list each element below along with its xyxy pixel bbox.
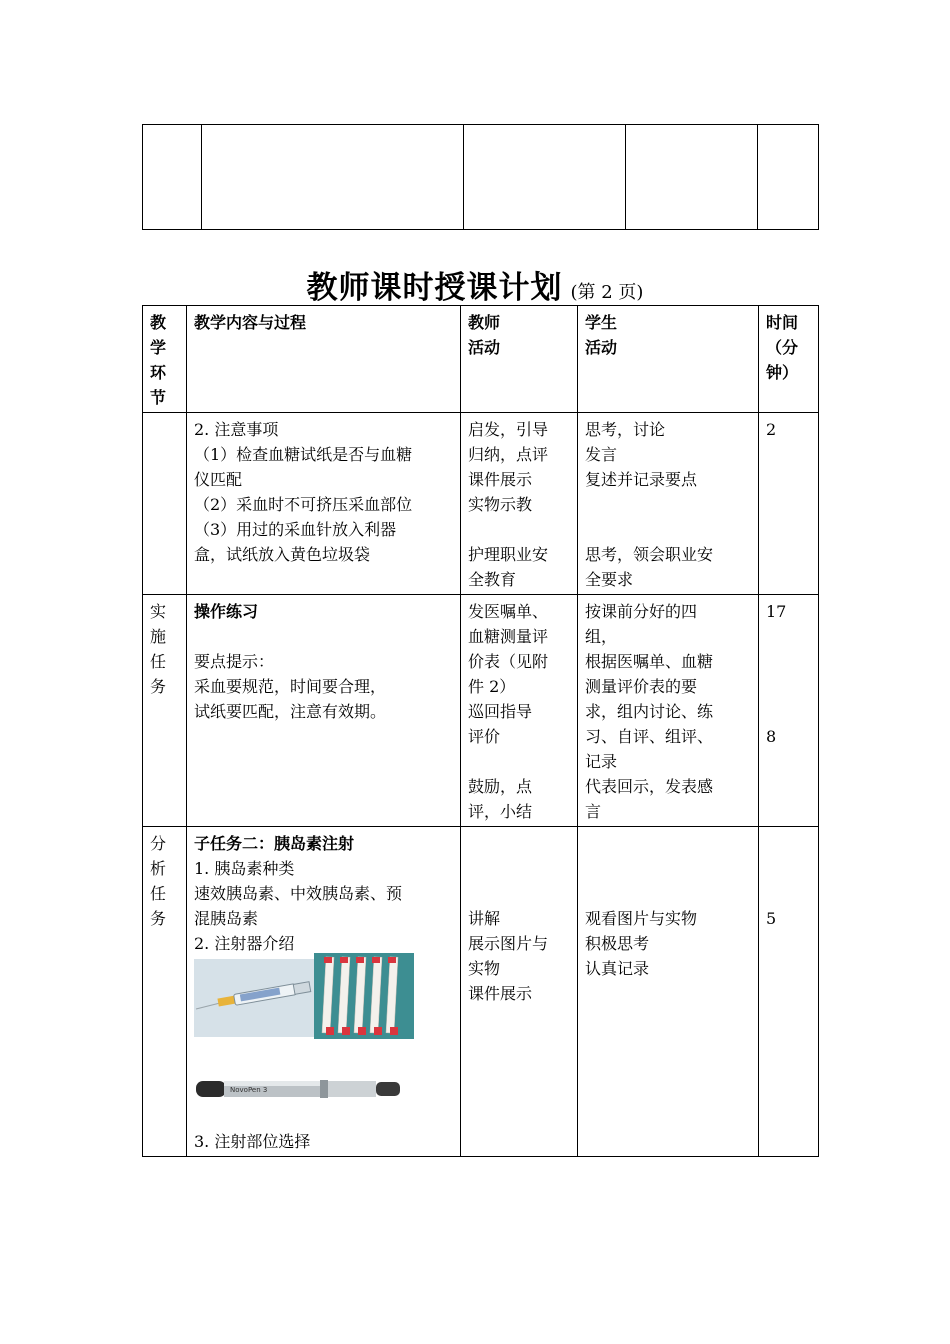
- student-line: 发言: [585, 445, 618, 464]
- student-line: 观看图片与实物: [585, 909, 698, 928]
- stage-cell: [143, 413, 187, 595]
- header-teacher-line: 活动: [468, 338, 501, 357]
- header-row: [143, 306, 819, 413]
- content-title: 子任务二：胰岛素注射: [194, 834, 355, 853]
- page-title-main: 教师课时授课计划: [306, 270, 563, 306]
- table-row: [143, 413, 819, 595]
- student-line: 按课前分好的四: [585, 602, 698, 621]
- student-line: 思考，领会职业安: [585, 545, 714, 564]
- syringe-images: [194, 959, 454, 1039]
- time-cell: [759, 827, 819, 1157]
- content-line: （1）检查血糖试纸是否与血糖: [194, 445, 413, 464]
- stage-cell: [143, 595, 187, 827]
- stage-char: 实: [150, 602, 167, 621]
- teacher-line: 启发，引导: [468, 420, 549, 439]
- teacher-line: 巡回指导: [468, 702, 533, 721]
- spacer: [585, 856, 752, 881]
- header-student: [578, 306, 759, 413]
- header-content: 教学内容与过程: [187, 306, 461, 413]
- content-line: 混胰岛素: [194, 909, 259, 928]
- table-row: [143, 595, 819, 827]
- teacher-line: 讲解: [468, 909, 501, 928]
- student-line: 组，: [585, 627, 618, 646]
- time-value: 8: [766, 727, 777, 746]
- teacher-line: 全教育: [468, 570, 517, 589]
- stage-char: 务: [150, 909, 167, 928]
- spacer: [585, 881, 752, 906]
- teacher-cell: [461, 413, 578, 595]
- spacer: [468, 881, 571, 906]
- previous-page-table: [142, 124, 819, 230]
- empty-cell: [143, 125, 202, 230]
- content-line: 2. 注射器介绍: [194, 934, 295, 953]
- content-line: 仪匹配: [194, 470, 243, 489]
- header-student-line: 活动: [585, 338, 618, 357]
- content-cell: [187, 595, 461, 827]
- time-value: 5: [766, 909, 777, 928]
- page-number: (第 2 页): [570, 282, 644, 303]
- test-strip-icon: [314, 953, 414, 1039]
- empty-cell: [626, 125, 758, 230]
- spacer: [468, 517, 571, 542]
- spacer: [766, 881, 812, 906]
- student-line: 复述并记录要点: [585, 470, 698, 489]
- header-time-line: 钟）: [766, 363, 799, 382]
- content-line: （2）采血时不可挤压采血部位: [194, 495, 413, 514]
- spacer: [468, 856, 571, 881]
- stage-char: 务: [150, 677, 167, 696]
- spacer: [766, 856, 812, 881]
- spacer: [766, 674, 812, 699]
- spacer: [585, 492, 752, 517]
- time-value: 17: [766, 602, 787, 621]
- header-stage-char: 教: [150, 313, 167, 332]
- teacher-line: 实物: [468, 959, 501, 978]
- insulin-pen-icon: [194, 1073, 402, 1103]
- header-time: [759, 306, 819, 413]
- student-line: 认真记录: [585, 959, 650, 978]
- pen-label: NovoPen 3: [230, 1086, 268, 1094]
- content-line: 要点提示：: [194, 652, 275, 671]
- teacher-line: 鼓励，点: [468, 777, 533, 796]
- student-line: 代表回示，发表感: [585, 777, 714, 796]
- header-teacher-line: 教师: [468, 313, 501, 332]
- spacer: [468, 749, 571, 774]
- teacher-cell: [461, 595, 578, 827]
- content-line: 采血要规范，时间要合理，: [194, 677, 387, 696]
- teacher-line: 课件展示: [468, 984, 533, 1003]
- content-line: 1. 胰岛素种类: [194, 859, 295, 878]
- stage-char: 施: [150, 627, 167, 646]
- page-title: [0, 262, 950, 307]
- student-line: 言: [585, 802, 602, 821]
- stage-char: 分: [150, 834, 167, 853]
- content-line: 速效胰岛素、中效胰岛素、预: [194, 884, 403, 903]
- teacher-line: 课件展示: [468, 470, 533, 489]
- teacher-line: 血糖测量评: [468, 627, 549, 646]
- header-stage-char: 节: [150, 388, 167, 407]
- teacher-line: 归纳，点评: [468, 445, 549, 464]
- teacher-line: 发医嘱单、: [468, 602, 549, 621]
- teacher-line: 评价: [468, 727, 501, 746]
- spacer: [468, 831, 571, 856]
- content-cell: [187, 413, 461, 595]
- student-cell: [578, 827, 759, 1157]
- spacer: [766, 699, 812, 724]
- stage-cell: [143, 827, 187, 1157]
- spacer: [766, 649, 812, 674]
- empty-cell: [464, 125, 626, 230]
- spacer: [766, 624, 812, 649]
- content-line: 盒，试纸放入黄色垃圾袋: [194, 545, 371, 564]
- time-cell: [759, 595, 819, 827]
- content-line: 2. 注意事项: [194, 420, 279, 439]
- stage-char: 任: [150, 884, 167, 903]
- content-line: 试纸要匹配，注意有效期。: [194, 702, 387, 721]
- student-line: 思考，讨论: [585, 420, 666, 439]
- header-time-line: 时间: [766, 313, 799, 332]
- spacer: [766, 831, 812, 856]
- header-stage: [143, 306, 187, 413]
- teacher-line: 件 2）: [468, 677, 516, 696]
- teacher-line: 价表（见附: [468, 652, 549, 671]
- syringe-icon: [194, 959, 314, 1037]
- spacer: [585, 831, 752, 856]
- empty-cell: [758, 125, 819, 230]
- student-line: 全要求: [585, 570, 634, 589]
- header-stage-char: 学: [150, 338, 167, 357]
- syringe-photo: [194, 959, 314, 1037]
- stage-char: 析: [150, 859, 167, 878]
- header-time-line: （分: [766, 338, 799, 357]
- empty-cell: [202, 125, 464, 230]
- student-line: 记录: [585, 752, 618, 771]
- student-line: 求，组内讨论、练: [585, 702, 714, 721]
- student-line: 测量评价表的要: [585, 677, 698, 696]
- content-line: 3. 注射部位选择: [194, 1132, 311, 1151]
- teacher-line: 护理职业安: [468, 545, 549, 564]
- student-line: 习、自评、组评、: [585, 727, 714, 746]
- stage-char: 任: [150, 652, 167, 671]
- teacher-cell: [461, 827, 578, 1157]
- insulin-pen-photo: [194, 1073, 402, 1103]
- header-student-line: 学生: [585, 313, 618, 332]
- test-strips-photo: [314, 953, 414, 1039]
- teacher-line: 评，小结: [468, 802, 533, 821]
- spacer: [194, 624, 454, 649]
- student-cell: [578, 595, 759, 827]
- content-title: 操作练习: [194, 602, 259, 621]
- time-cell: 2: [759, 413, 819, 595]
- content-cell: [187, 827, 461, 1157]
- table-row: [143, 827, 819, 1157]
- student-line: 积极思考: [585, 934, 650, 953]
- lesson-plan-table: [142, 305, 819, 1157]
- student-cell: [578, 413, 759, 595]
- header-stage-char: 环: [150, 363, 167, 382]
- spacer: [585, 517, 752, 542]
- content-line: （3）用过的采血针放入利器: [194, 520, 397, 539]
- header-teacher: [461, 306, 578, 413]
- teacher-line: 实物示教: [468, 495, 533, 514]
- student-line: 根据医嘱单、血糖: [585, 652, 714, 671]
- teacher-line: 展示图片与: [468, 934, 549, 953]
